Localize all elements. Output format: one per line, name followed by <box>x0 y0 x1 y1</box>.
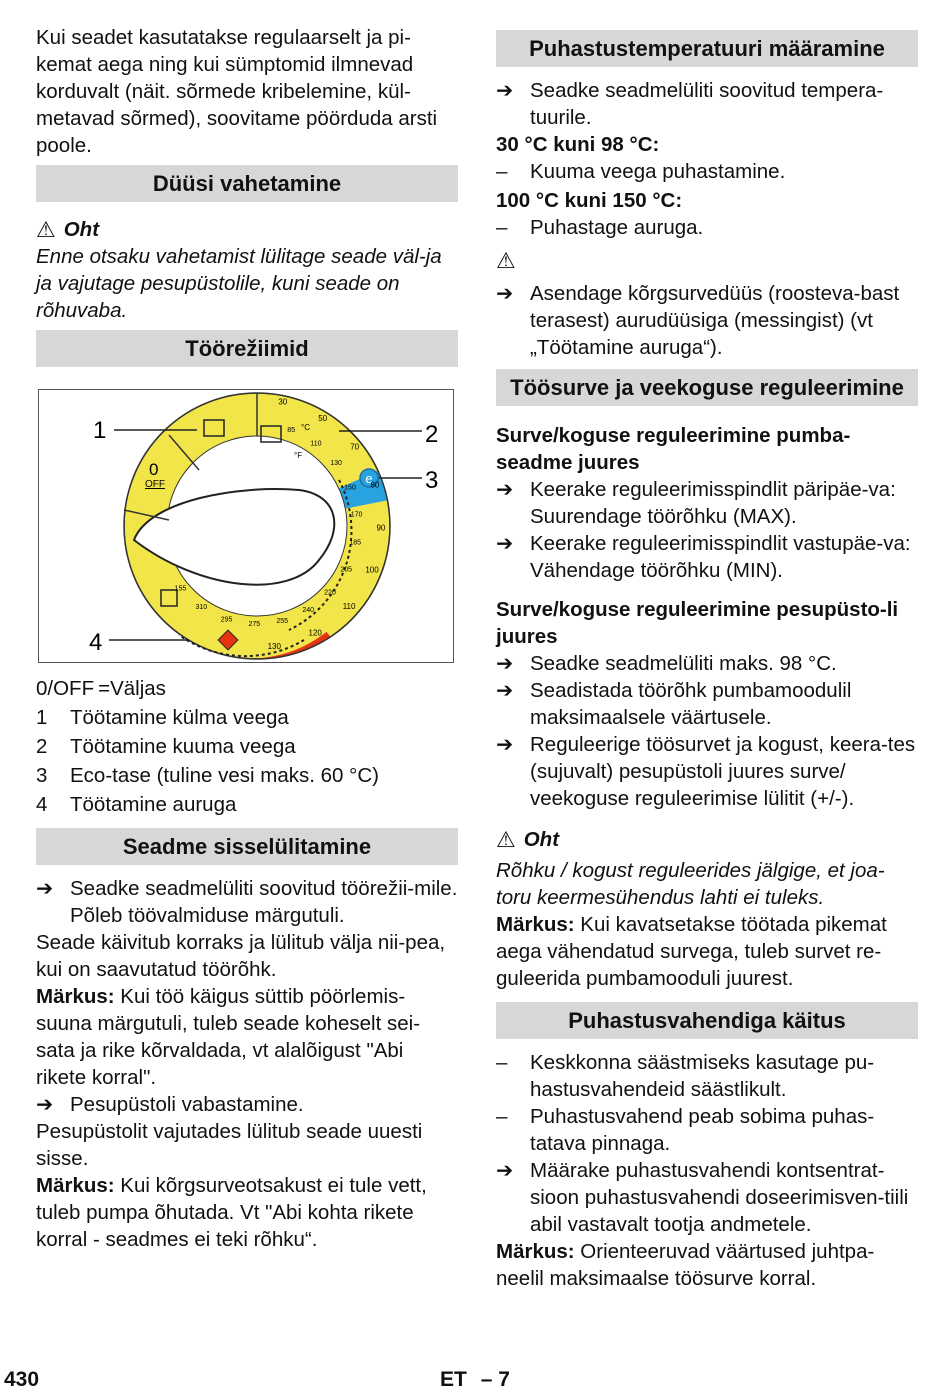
mode-legend <box>36 675 458 818</box>
scale-label: 295 <box>220 616 233 624</box>
dash-mark: – <box>496 216 508 239</box>
step-switch-mode <box>36 875 458 902</box>
scale-label: 90 <box>376 523 386 533</box>
sub-pump-regulation: Surve/koguse reguleerimine pumba-seadme juures <box>496 424 851 474</box>
heading-switch-on: Seadme sisselülitamine <box>36 828 458 865</box>
right-column <box>496 24 918 1292</box>
note-text: Kui töö käigus süttib pöörlemis-suuna märgutuli, tuleb seade koheselt sei-sata ja rike kõrvaldada, vt alalõigust "Abi rikete korral". <box>36 985 421 1089</box>
scale-label: 220 <box>324 589 336 597</box>
callout-1: 1 <box>93 417 107 444</box>
dash-text: Puhastusvahend peab sobima puhas-tatava pinnaga. <box>530 1105 875 1155</box>
footer-separator: – <box>480 1368 493 1391</box>
scale-label: 110 <box>342 602 356 611</box>
arrow-icon: ➔ <box>496 532 514 555</box>
arrow-icon: ➔ <box>36 877 54 900</box>
arrow-icon: ➔ <box>496 282 514 305</box>
scale-label: 170 <box>350 511 363 519</box>
arrow-icon: ➔ <box>496 79 514 102</box>
callout-3: 3 <box>425 467 439 494</box>
scale-label: 255 <box>276 617 289 625</box>
step-text: Keerake reguleerimisspindlit vastupäe-va: Vähendage töörõhku (MIN). <box>530 532 911 582</box>
scale-label: 205 <box>340 566 353 574</box>
arrow-icon: ➔ <box>496 1159 514 1182</box>
start-paragraph: Seade käivitub korraks ja lülitub välja nii-pea, kui on saavutatud töörõhk. <box>36 931 446 981</box>
legend-off-value: =Väljas <box>98 677 166 700</box>
restart-paragraph: Pesupüstolit vajutades lülitub seade uuesti sisse. <box>36 1120 423 1170</box>
legend-text: Töötamine auruga <box>70 793 237 816</box>
language-code: ET <box>440 1368 467 1391</box>
step-set-temperature <box>496 77 918 131</box>
dash-text: Kuuma veega puhastamine. <box>530 160 786 183</box>
warning-icon: ⚠ <box>496 248 516 273</box>
legend-row <box>36 762 458 789</box>
page-number: 430 <box>4 1368 40 1391</box>
step-adjust-gun <box>496 731 918 812</box>
legend-off-key: 0/OFF <box>36 677 95 700</box>
arrow-icon: ➔ <box>36 1093 54 1116</box>
scale-label: 130 <box>267 641 281 651</box>
off-zero: 0 <box>149 460 159 479</box>
dash-mark: – <box>496 1105 508 1128</box>
step-max-98 <box>496 650 918 677</box>
step-replace-nozzle <box>496 280 918 361</box>
scale-label: 100 <box>365 565 379 575</box>
warning-thread <box>496 826 918 853</box>
note-label: Märkus: <box>36 1174 115 1197</box>
sub-gun-regulation: Surve/koguse reguleerimine pesupüsto-li juures <box>496 598 899 648</box>
note-text: Kui kavatsetakse töötada pikemat aega vähendatud survega, tuleb survet re-guleerida pumbamooduli juurest. <box>496 913 887 990</box>
scale-label: 80 <box>370 480 380 490</box>
dash-mark: – <box>496 160 508 183</box>
legend-row-off <box>36 675 458 702</box>
note-guide-values <box>496 1238 918 1292</box>
callout-2: 2 <box>425 421 439 448</box>
dash-text: Puhastage auruga. <box>530 216 704 239</box>
scale-label: 185 <box>349 539 362 547</box>
step-clockwise <box>496 476 918 530</box>
legend-text: Eco-tase (tuline vesi maks. 60 °C) <box>70 764 379 787</box>
step-text: Seadke seadmelüliti soovitud töörežii-mile. <box>70 877 458 900</box>
legend-row <box>36 733 458 760</box>
legend-number: 1 <box>36 706 48 729</box>
mode-dial-figure <box>38 389 454 663</box>
dash-mark: – <box>496 1051 508 1074</box>
legend-text: Töötamine kuuma veega <box>70 735 296 758</box>
arrow-icon: ➔ <box>496 652 514 675</box>
step-text: Määrake puhastusvahendi kontsentrat-sioon puhastusvahendi doseerimisven-tiili abil vastavalt tootja andmetele. <box>530 1159 909 1236</box>
intro-paragraph: Kui seadet kasutatakse regulaarselt ja pi-kemat aega ning kui sümptomid ilmnevad korduvalt (näit. sõrmede kribelemine, kül-metavad sõrmed), soovitame pöörduda arsti poole. <box>36 26 438 157</box>
dash-hot-water <box>496 158 918 185</box>
note-text: Kui kõrgsurveotsakust ei tule vett, tuleb pumpa õhutada. Vt "Abi kohta rikete korral - seadmes ei teki rõhku“. <box>36 1174 427 1251</box>
heading-pressure: Töösurve ja veekoguse reguleerimine <box>496 369 918 406</box>
scale-label: 240 <box>302 606 315 614</box>
step-concentration <box>496 1157 918 1238</box>
heading-detergent: Puhastusvahendiga käitus <box>496 1002 918 1039</box>
dash-steam <box>496 214 918 241</box>
arrow-icon: ➔ <box>496 733 514 756</box>
warning-label: Oht <box>63 218 100 241</box>
legend-number: 4 <box>36 793 48 816</box>
arrow-icon: ➔ <box>496 478 514 501</box>
heading-temperature: Puhastustemperatuuri määramine <box>496 30 918 67</box>
step-text: Seadke seadmelüliti maks. 98 °C. <box>530 652 837 675</box>
legend-row <box>36 791 458 818</box>
unit-fahrenheit: °F <box>294 451 303 460</box>
range-hot-water: 30 °C kuni 98 °C: <box>496 133 660 156</box>
step-text: Keerake reguleerimisspindlit päripäe-va: Suurendage töörõhku (MAX). <box>530 478 896 528</box>
note-rotation <box>36 983 458 1091</box>
off-label: OFF <box>145 479 165 490</box>
step-max-pressure <box>496 677 918 731</box>
scale-label: 85 <box>287 427 296 434</box>
scale-label: 150 <box>344 484 356 492</box>
note-text: Orienteeruvad väärtused juhtpa-neelil maksimaalse töösurve korral. <box>496 1240 875 1290</box>
section-page-number: 7 <box>498 1368 510 1391</box>
heading-nozzle-change: Düüsi vahetamine <box>36 165 458 202</box>
warning-nozzle <box>36 216 458 243</box>
step-counterclockwise <box>496 530 918 584</box>
step-text: Pesupüstoli vabastamine. <box>70 1093 304 1116</box>
scale-label: 70 <box>350 442 360 452</box>
note-label: Märkus: <box>36 985 115 1008</box>
heading-operating-modes: Töörežiimid <box>36 330 458 367</box>
note-label: Märkus: <box>496 913 575 936</box>
scale-label: 50 <box>318 413 328 423</box>
step-text: Reguleerige töösurvet ja kogust, keera-tes (sujuvalt) pesupüstoli juures surve/ veekoguse reguleerimise lülitit (+/-). <box>530 733 916 810</box>
dash-suitable-detergent <box>496 1103 918 1157</box>
scale-label: 155 <box>174 585 187 593</box>
ready-indicator-text: Põleb töövalmiduse märgutuli. <box>70 904 345 927</box>
note-no-water <box>36 1172 458 1253</box>
unit-celsius: °C <box>301 423 310 432</box>
legend-text: Töötamine külma veega <box>70 706 289 729</box>
step-release-gun <box>36 1091 458 1118</box>
mode-dial-drawing <box>39 390 453 662</box>
scale-label: 130 <box>330 459 342 467</box>
note-label: Märkus: <box>496 1240 575 1263</box>
scale-label: 275 <box>248 621 261 628</box>
dash-save-detergent <box>496 1049 918 1103</box>
range-steam: 100 °C kuni 150 °C: <box>496 189 683 212</box>
step-text: Seadistada töörõhk pumbamoodulil maksimaalsele väärtusele. <box>530 679 852 729</box>
warning-icon: ⚠ <box>496 827 516 852</box>
warning-label: Oht <box>523 828 560 851</box>
scale-label: 110 <box>310 440 322 448</box>
legend-number: 2 <box>36 735 48 758</box>
step-text: Asendage kõrgsurvedüüs (roosteva-bast terasest) aurudüüsiga (messingist) (vt „Töötamine auruga“). <box>530 282 900 359</box>
scale-label: 30 <box>278 397 288 407</box>
scale-label: 120 <box>308 628 322 638</box>
arrow-icon: ➔ <box>496 679 514 702</box>
warning-nozzle-text: Enne otsaku vahetamist lülitage seade väl-ja ja vajutage pesupüstolile, kuni seade on rõhuvaba. <box>36 245 442 322</box>
legend-number: 3 <box>36 764 48 787</box>
eco-letter: e <box>365 471 373 486</box>
warning-thread-text: Rõhku / kogust reguleerides jälgige, et joa-toru keermesühendus lahti ei tuleks. <box>496 859 885 909</box>
dash-text: Keskkonna säästmiseks kasutage pu-hastusvahendeid säästlikult. <box>530 1051 875 1101</box>
page-footer-section <box>440 1366 510 1389</box>
callout-4: 4 <box>89 629 103 656</box>
note-reduced-pressure <box>496 911 918 992</box>
left-column <box>36 24 458 1253</box>
step-text: Seadke seadmelüliti soovitud tempera-tuurile. <box>530 79 884 129</box>
legend-row <box>36 704 458 731</box>
warning-icon: ⚠ <box>36 217 56 242</box>
scale-label: 310 <box>195 604 208 612</box>
